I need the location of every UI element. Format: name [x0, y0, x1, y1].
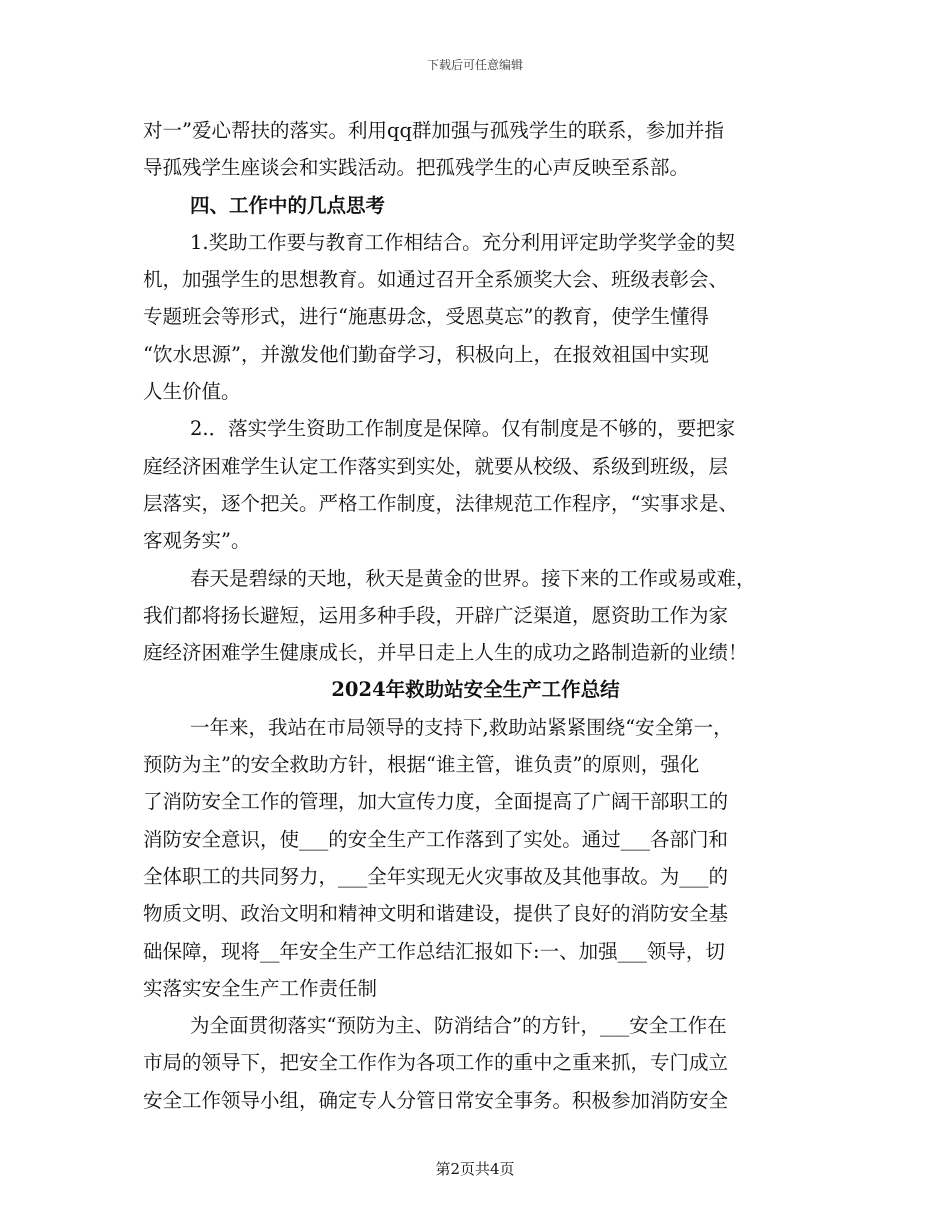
- text-line: 了消防安全工作的管理，加大宣传力度，全面提高了广阔干部职工的: [143, 790, 729, 814]
- text-line: 物质文明、政治文明和精神文明和谐建设，提供了良好的消防安全基: [143, 902, 729, 926]
- text-line: 对一”爱心帮扶的落实。利用qq群加强与孤残学生的联系，参加并指: [143, 119, 724, 142]
- text-line: 人生价值。: [143, 380, 241, 404]
- text-line: 庭经济困难学生认定工作落实到实处，就要从校级、系级到班级，层: [143, 454, 729, 478]
- text-line: 导孤残学生座谈会和实践活动。把孤残学生的心声反映至系部。: [143, 156, 690, 180]
- text-line: 消防安全意识，使___的安全生产工作落到了实处。通过___各部门和: [143, 827, 729, 851]
- text-line: 市局的领导下，把安全工作作为各项工作的重中之重来抓，专门成立: [143, 1051, 729, 1075]
- page-footer: 第2页共4页: [435, 1160, 515, 1178]
- text-line: 为全面贯彻落实“预防为主、防消结合”的方针，___安全工作在: [190, 1014, 727, 1038]
- text-line: 1.奖助工作要与教育工作相结合。充分利用评定助学奖学金的契: [190, 230, 736, 254]
- text-line: 全体职工的共同努力，___全年实现无火灾事故及其他事故。为___的: [143, 864, 729, 888]
- text-line: 层落实，逐个把关。严格工作制度，法律规范工作程序，“实事求是、: [143, 491, 738, 515]
- text-line: 一年来，我站在市局领导的支持下,救助站紧紧围绕“安全第一，: [190, 715, 733, 739]
- text-line: 2.．落实学生资助工作制度是保障。仅有制度是不够的，要把家: [190, 417, 736, 441]
- page-header: 下载后可任意编辑: [426, 58, 523, 72]
- section-heading: 四、工作中的几点思考: [190, 193, 386, 217]
- text-line: 春天是碧绿的天地，秋天是黄金的世界。接下来的工作或易或难，: [190, 566, 756, 590]
- text-line: 实落实安全生产工作责任制: [143, 976, 378, 1000]
- text-line: 预防为主”的安全救助方针，根据“谁主管，谁负责”的原则，强化: [143, 753, 700, 777]
- section-title: 2024年救助站安全生产工作总结: [331, 678, 620, 702]
- text-line: 我们都将扬长避短，运用多种手段，开辟广泛渠道，愿资助工作为家: [143, 603, 729, 627]
- text-line: 安全工作领导小组，确定专人分管日常安全事务。积极参加消防安全: [143, 1088, 729, 1112]
- text-line: 础保障，现将__年安全生产工作总结汇报如下:一、加强___领导，切: [143, 939, 725, 963]
- text-line: 机，加强学生的思想教育。如通过召开全系颁奖大会、班级表彰会、: [143, 268, 729, 292]
- text-line: 客观务实”。: [143, 529, 251, 553]
- text-line: “饮水思源”，并激发他们勤奋学习，积极向上，在报效祖国中实现: [143, 342, 709, 366]
- text-line: 庭经济困难学生健康成长，并早日走上人生的成功之路制造新的业绩！: [143, 641, 748, 665]
- text-line: 专题班会等形式，进行“施惠毋念，受恩莫忘”的教育，使学生懂得: [143, 305, 709, 329]
- document-body: [143, 112, 808, 1119]
